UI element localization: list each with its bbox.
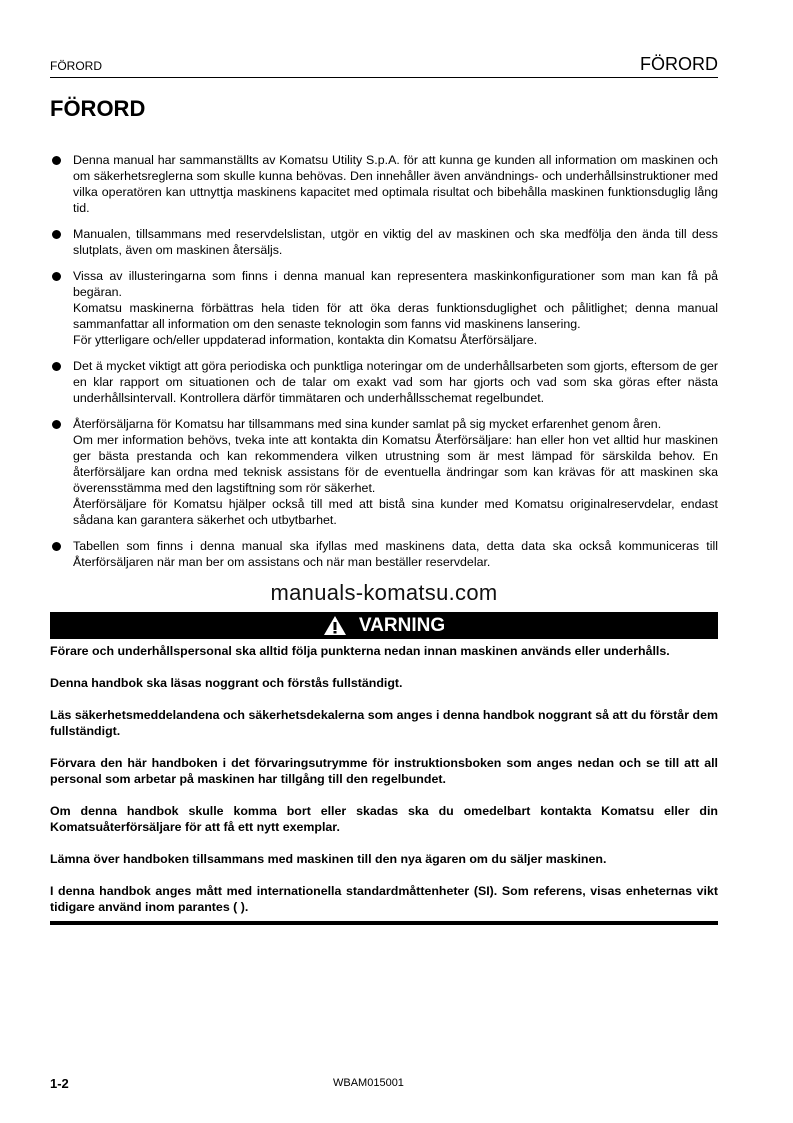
running-header-right: FÖRORD bbox=[640, 54, 718, 74]
bullet-text: Återförsäljare för Komatsu hjälper också till med att bistå sina kunder med Komatsu originalreservdelar, endast sådana kan garantera säkerhet och utbytbarhet. bbox=[73, 497, 718, 527]
bullet-item bbox=[50, 416, 718, 528]
warning-paragraph: Förvara den här handboken i det förvaringsutrymme för instruktionsboken som anges nedan och se till att all personal som arbetar på maskinen har tillgång till den regelbundet. bbox=[50, 756, 718, 786]
bullet-text: Denna manual har sammanställts av Komatsu Utility S.p.A. för att kunna ge kunden all information om maskinen och om säkerhetsreglerna som skulle kunna behövas. Den innehåller även användnings- och underhållsinstruktioner med vilka operatören kan uttnyttja maskinens kapacitet med optimala risultat och bibehålla maskinen funktionsduglig lång tid. bbox=[73, 153, 718, 215]
warning-banner bbox=[50, 612, 718, 639]
bullet-icon bbox=[52, 362, 61, 371]
warning-end-rule bbox=[50, 921, 718, 925]
header-divider bbox=[50, 77, 718, 78]
bullet-text: Vissa av illusteringarna som finns i denna manual kan representera maskinkonfigurationer som man kan få på begäran. bbox=[73, 269, 718, 299]
warning-paragraph: I denna handbok anges mått med internationella standardmåttenheter (SI). Som referens, visas enheternas vikt tidigare använd inom parantes ( ). bbox=[50, 884, 718, 914]
page-content bbox=[50, 152, 718, 925]
bullet-text: Tabellen som finns i denna manual ska ifyllas med maskinens data, detta data ska också kommuniceras till Återförsäljaren när man ber om assistans och när man beställer reservdelar. bbox=[73, 539, 718, 569]
bullet-text: Komatsu maskinerna förbättras hela tiden för att öka deras funktionsduglighet och pålitlighet; denna manual sammanfattar all information om den senaste teknologin som fanns vid maskinens lansering. bbox=[73, 301, 718, 331]
warning-paragraph: Läs säkerhetsmeddelandena och säkerhetsdekalerna som anges i denna handbok noggrant så att du förstår dem fullständigt. bbox=[50, 708, 718, 738]
warning-paragraph: Förare och underhållspersonal ska alltid följa punkterna nedan innan maskinen används eller underhålls. bbox=[50, 644, 670, 658]
bullet-item bbox=[50, 268, 718, 348]
bullet-icon bbox=[52, 272, 61, 281]
bullet-item bbox=[50, 538, 718, 570]
bullet-item bbox=[50, 226, 718, 258]
bullet-icon bbox=[52, 542, 61, 551]
running-header-left: FÖRORD bbox=[50, 59, 102, 73]
bullet-icon bbox=[52, 230, 61, 239]
bullet-text: För ytterligare och/eller uppdaterad information, kontakta din Komatsu Återförsäljare. bbox=[73, 333, 538, 347]
warning-paragraph: Lämna över handboken tillsammans med maskinen till den nya ägaren om du säljer maskinen. bbox=[50, 852, 607, 866]
bullet-text: Om mer information behövs, tveka inte att kontakta din Komatsu Återförsäljare: han eller hon vet alltid hur maskinen ger bästa prestanda och kan rekommendera vilken utrustning som är mest lämpad för särskilda behov. En återförsäljare kan ordna med teknisk assistans för de eventuella ändringar som kan krävas för att maskinen ska överensstämma med den lagstiftning som rör säkerhet. bbox=[73, 433, 718, 495]
page-number: 1-2 bbox=[50, 1076, 69, 1091]
bullet-text: Återförsäljarna för Komatsu har tillsammans med sina kunder samlat på sig mycket erfarenhet genom åren. bbox=[73, 417, 662, 431]
watermark: manuals-komatsu.com bbox=[270, 580, 498, 605]
bullet-text: Manualen, tillsammans med reservdelslistan, utgör en viktig del av maskinen och ska medfölja den ända till dess slutplats, även om maskinen återsäljs. bbox=[73, 227, 718, 257]
bullet-icon bbox=[52, 420, 61, 429]
warning-paragraph: Om denna handbok skulle komma bort eller skadas ska du omedelbart kontakta Komatsu eller din Komatsuåterförsäljare för att få ett nytt exemplar. bbox=[50, 804, 718, 834]
document-code: WBAM015001 bbox=[333, 1077, 404, 1089]
bullet-item bbox=[50, 152, 718, 216]
bullet-text: Det ä mycket viktigt att göra periodiska och punktliga noteringar om de underhållsarbeten som gjorts, eftersom de ger en klar rapport om situationen och de talar om exakt vad som har gjorts och vad som ska göras efter nästa underhållsintervall. Kontrollera därför timmätaren och underhållsschemat regelbundet. bbox=[73, 359, 718, 405]
warning-label: VARNING bbox=[358, 614, 446, 636]
warning-triangle-icon bbox=[323, 615, 347, 636]
page-title: FÖRORD bbox=[50, 96, 146, 121]
bullet-item bbox=[50, 358, 718, 406]
bullet-icon bbox=[52, 156, 61, 165]
warning-paragraph: Denna handbok ska läsas noggrant och förstås fullständigt. bbox=[50, 676, 403, 690]
